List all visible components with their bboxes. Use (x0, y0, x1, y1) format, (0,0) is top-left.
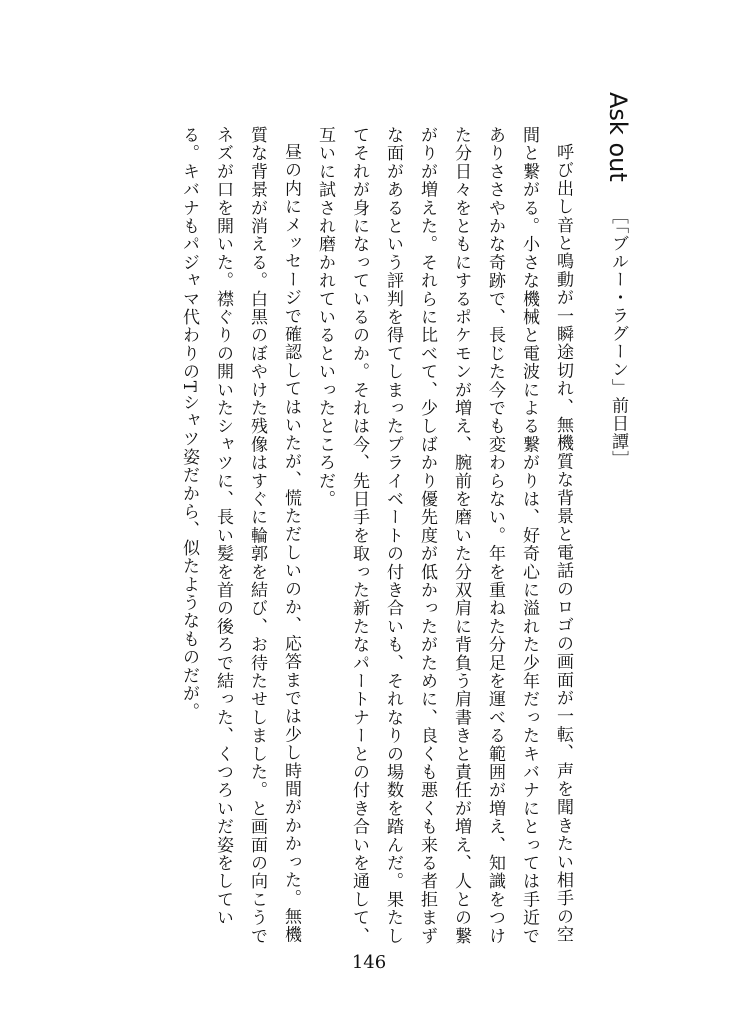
paragraph-2: 昼の内にメッセージで確認してはいたが、慌ただしいのか、応答までは少し時間がかかった。無機質な背景が消える。白黒のぼやけた残像はすぐに輪郭を結び、お待たせしました。と画面の向こうでネズが口を開いた。襟ぐりの開いたシャツに、長い髪を首の後ろで結った、くつろいだ姿をしている。キバナもパジャマ代わりのTシャツ姿だから、似たようなものだが。 (179, 126, 301, 945)
chapter-title-main: Ask out (604, 92, 632, 182)
page-number: 146 (351, 952, 387, 973)
paragraph-1: 呼び出し音と鳴動が一瞬途切れ、無機質な背景と電話のロゴの画面が一転、声を聞きたい相手の空間と繋がる。小さな機械と電波による繋がりは、好奇心に溢れた少年だったキバナにとっては手近でありささやかな奇跡で、長じた今でも変わらない。年を重ねた分足を運べる範囲が増え、知識をつけた分日々をともにするポケモンが増え、腕前を磨いた分双肩に背負う肩書きと責任が増え、人との繋がりが増えた。それらに比べて、少しばかり優先度が低かったがために、良くも悪くも来る者拒まずな面があるという評判を得てしまったプライベートの付き合いも、それなりの場数を踏んだ。果たしてそれが身になっているのか。それは今、先日手を取った新たなパートナーとの付き合いを通して、互いに試され磨かれているといったところだ。 (315, 126, 573, 946)
body-text (160, 126, 580, 946)
chapter-subtitle: ［「ブルー・ラグーン」前日譚］ (608, 206, 628, 469)
chapter-title (596, 92, 632, 482)
